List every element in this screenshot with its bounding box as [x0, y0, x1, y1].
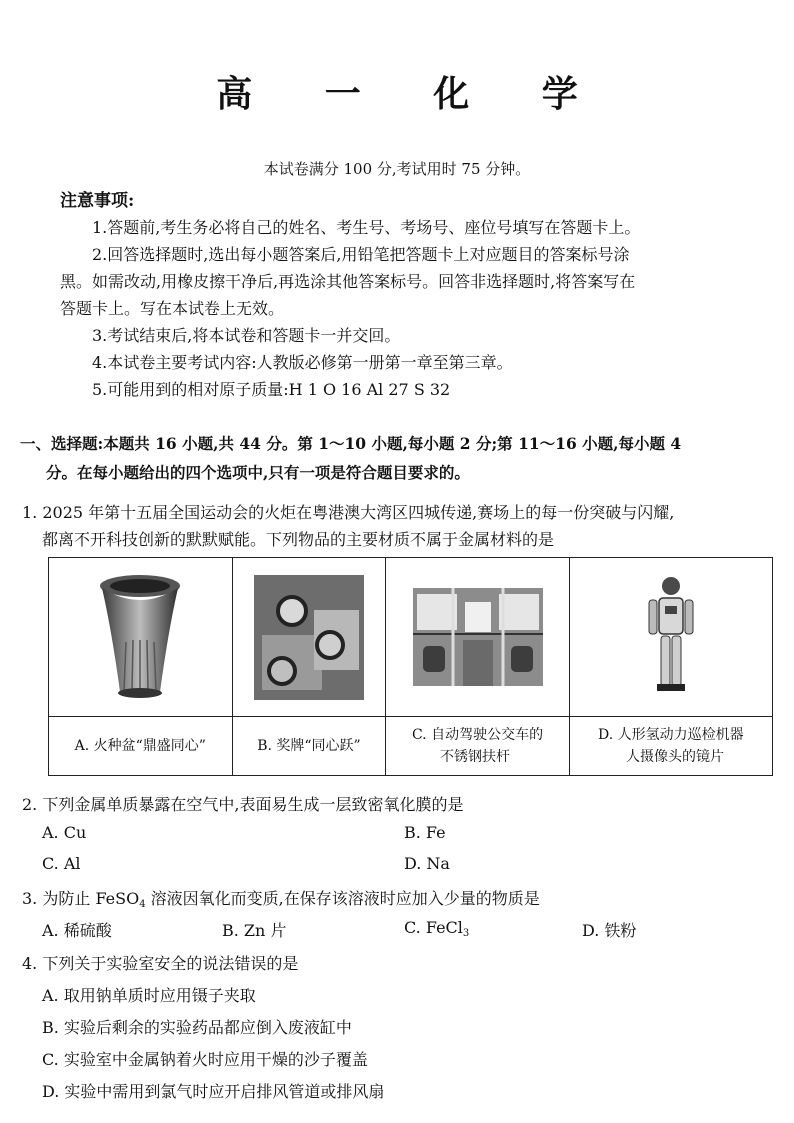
q3-stem: 3. 为防止 FeSO$_4$ 溶液因氧化而变质,在保存该溶液时应加入少量的物质是	[22, 889, 540, 910]
notice-line-1: 1.答题前,考生务必将自己的姓名、考生号、考场号、座位号填写在答题卡上。	[92, 218, 641, 237]
q1-option-a: A. 火种盆“鼎盛同心”	[49, 717, 233, 776]
q2-option-a: A. Cu	[42, 823, 87, 842]
exam-info: 本试卷满分 100 分,考试用时 75 分钟。	[263, 160, 531, 178]
q1-image-c	[386, 558, 569, 717]
q2-stem: 2. 下列金属单质暴露在空气中,表面易生成一层致密氧化膜的是	[22, 795, 464, 814]
q1-image-b	[232, 558, 386, 717]
section-1-heading: 一、选择题:本题共 16 小题,共 44 分。第 1～10 小题,每小题 2 分;第 11～16 小题,每小题 4	[20, 434, 682, 453]
q1-stem-cont: 都离不开科技创新的默默赋能。下列物品的主要材质不属于金属材料的是	[42, 530, 555, 549]
q1-option-d: D. 人形氢动力巡检机器 人摄像头的镜片	[569, 717, 772, 776]
q4-stem: 4. 下列关于实验室安全的说法错误的是	[22, 954, 299, 973]
notice-line-6: 4.本试卷主要考试内容:人教版必修第一册第一章至第三章。	[92, 353, 513, 372]
q3-option-b: B. Zn 片	[222, 921, 287, 940]
notice-line-4: 答题卡上。写在本试卷上无效。	[60, 299, 285, 318]
notice-line-7: 5.可能用到的相对原子质量:H 1 O 16 Al 27 S 32	[92, 380, 451, 399]
q2-option-b: B. Fe	[404, 823, 446, 842]
q4-option-c: C. 实验室中金属钠着火时应用干燥的沙子覆盖	[42, 1050, 368, 1069]
q1-option-b: B. 奖牌“同心跃”	[232, 717, 386, 776]
q3-option-c: C. FeCl$_3$	[404, 918, 470, 939]
q2-option-c: C. Al	[42, 854, 81, 873]
q1-options-table	[48, 557, 773, 776]
torch-basin-image	[90, 572, 190, 702]
q4-option-a: A. 取用钠单质时应用镊子夹取	[42, 986, 256, 1005]
medal-image	[254, 575, 364, 700]
section-1-heading-cont: 分。在每小题给出的四个选项中,只有一项是符合题目要求的。	[46, 463, 470, 482]
notice-heading: 注意事项:	[60, 191, 135, 211]
q4-option-b: B. 实验后剩余的实验药品都应倒入废液缸中	[42, 1018, 352, 1037]
page-title: 高 一 化 学	[216, 73, 608, 115]
q4-option-d: D. 实验中需用到氯气时应开启排风管道或排风扇	[42, 1082, 385, 1101]
q1-image-d	[569, 558, 772, 717]
notice-line-2: 2.回答选择题时,选出每小题答案后,用铅笔把答题卡上对应题目的答案标号涂	[92, 245, 630, 264]
q1-stem: 1. 2025 年第十五届全国运动会的火炬在粤港澳大湾区四城传递,赛场上的每一份突破与闪耀,	[22, 503, 675, 522]
q3-option-a: A. 稀硫酸	[42, 921, 112, 940]
bus-interior-image	[413, 588, 543, 686]
q3-option-d: D. 铁粉	[582, 921, 637, 940]
q2-option-d: D. Na	[404, 854, 450, 873]
notice-line-3: 黑。如需改动,用橡皮擦干净后,再选涂其他答案标号。回答非选择题时,将答案写在	[60, 272, 636, 291]
robot-image	[641, 572, 701, 702]
q1-image-a	[49, 558, 233, 717]
notice-line-5: 3.考试结束后,将本试卷和答题卡一并交回。	[92, 326, 401, 345]
q1-option-c: C. 自动驾驶公交车的 不锈钢扶杆	[386, 717, 569, 776]
